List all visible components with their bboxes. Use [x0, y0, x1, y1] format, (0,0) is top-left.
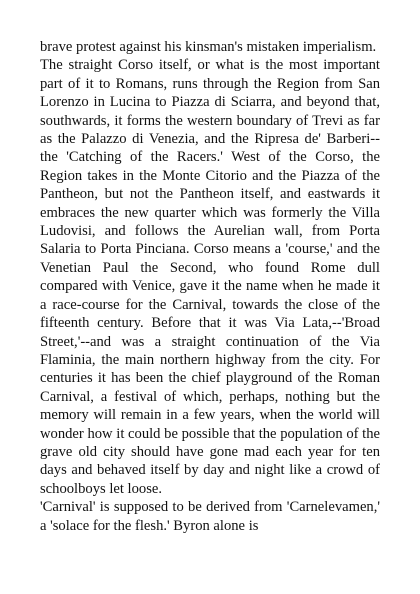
paragraph-continuation: brave protest against his kinsman's mistaken imperialism. — [40, 39, 377, 55]
paragraph-corso: The straight Corso itself, or what is the most important part of it to Romans, runs through the Region from San Lorenzo in Lucina to Piazza di Sciarra, and beyond that, southwards, it forms the western boundary of Trevi as far as the Palazzo di Venezia, and the Ripresa de' Barberi--the 'Catching of the Racers.' West of the Corso, the Region takes in the Monte Citorio and the Piazza of the Pantheon, but not the Pantheon itself, and eastwards it embraces the new quarter which was formerly the Villa Ludovisi, and follows the Aurelian wall, from Porta Salaria to Porta Pinciana. Corso means a 'course,' and the Venetian Paul the Second, who found Rome dull compared with Venice, gave it the name when he made it a race-course for the Carnival, towards the close of the fifteenth century. Before that it was Via Lata,--'Broad Street,'--and was a straight continuation of the Via Flaminia, the main northern highway from the city. For centuries it has been the chief playground of the Roman Carnival, a festival of which, perhaps, nothing but the memory will remain in a few years, when the world will wonder how it could be possible that the population of the grave old city should have gone mad each year for ten days and behaved itself by day and night like a crowd of schoolboys let loose. — [40, 57, 380, 497]
document-page — [40, 38, 380, 535]
paragraph-carnival: 'Carnival' is supposed to be derived from 'Carnelevamen,' a 'solace for the flesh.' Byron alone is — [40, 499, 380, 534]
